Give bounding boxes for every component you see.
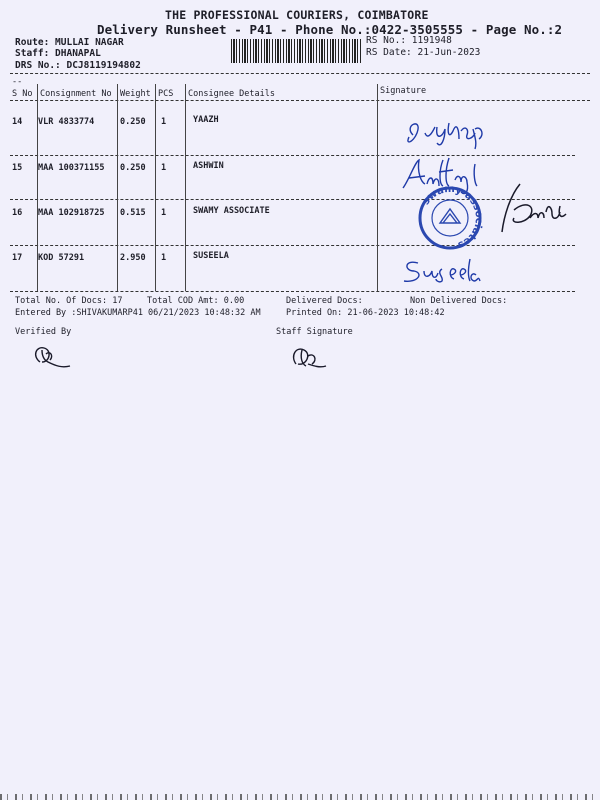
row-pcs: 1 — [161, 163, 167, 173]
row-consignment: VLR 4833774 — [38, 117, 95, 127]
row-sno: 16 — [12, 208, 23, 218]
row-weight: 0.250 — [120, 163, 146, 173]
signature-verifier — [28, 342, 78, 372]
document-subtitle: Delivery Runsheet - P41 - Phone No.:0422-3505555 - Page No.:2 — [97, 22, 563, 37]
drs-number: DRS No.: DCJ8119194802 — [15, 60, 141, 71]
row-sno: 17 — [12, 253, 23, 263]
row-consignment: MAA 100371155 — [38, 163, 105, 173]
row-consignee: SWAMY ASSOCIATE — [193, 206, 270, 216]
signature-kousalya — [470, 176, 575, 246]
row-weight: 0.250 — [120, 117, 146, 127]
staff-label: Staff: DHANAPAL — [15, 48, 101, 59]
rs-number: RS No.: 1191948 — [366, 35, 452, 46]
row-weight: 0.515 — [120, 208, 146, 218]
document-title: THE PROFESSIONAL COURIERS, COIMBATORE — [165, 8, 429, 22]
row-consignment: MAA 102918725 — [38, 208, 105, 218]
row-consignee: SUSEELA — [193, 251, 229, 261]
row-consignment: KOD 57291 — [38, 253, 85, 263]
row-pcs: 1 — [161, 208, 167, 218]
barcode — [231, 39, 361, 63]
col-sno: S No — [12, 89, 33, 99]
printed-on: Printed On: 21-06-2023 10:48:42 — [286, 308, 445, 318]
delivered-docs: Delivered Docs: — [286, 296, 363, 306]
scan-edge — [0, 794, 600, 800]
total-docs: Total No. Of Docs: 17 — [15, 296, 123, 306]
row-consignee: ASHWIN — [193, 161, 224, 171]
col-signature: Signature — [380, 86, 427, 96]
signature-sughanya — [395, 105, 505, 155]
non-delivered-docs: Non Delivered Docs: — [410, 296, 508, 306]
col-weight: Weight — [120, 89, 151, 99]
svg-text:swamy associates: swamy associates — [420, 183, 485, 251]
col-consignment: Consignment No — [40, 89, 112, 99]
row-pcs: 1 — [161, 117, 167, 127]
col-consignee: Consignee Details — [188, 89, 275, 99]
row-sno: 15 — [12, 163, 23, 173]
total-cod: Total COD Amt: 0.00 — [147, 296, 245, 306]
staff-signature-label: Staff Signature — [276, 327, 353, 337]
signature-suseela — [398, 253, 498, 287]
rs-date: RS Date: 21-Jun-2023 — [366, 47, 481, 58]
signature-staff — [286, 342, 336, 374]
row-consignee: YAAZH — [193, 115, 219, 125]
route-label: Route: MULLAI NAGAR — [15, 37, 124, 48]
row-pcs: 1 — [161, 253, 167, 263]
lead-dashes: -- — [12, 77, 23, 87]
entered-by: Entered By :SHIVAKUMARP41 06/21/2023 10:48:32 AM — [15, 308, 261, 318]
verified-by-label: Verified By — [15, 327, 72, 337]
row-weight: 2.950 — [120, 253, 146, 263]
row-sno: 14 — [12, 117, 23, 127]
col-pcs: PCS — [158, 89, 174, 99]
